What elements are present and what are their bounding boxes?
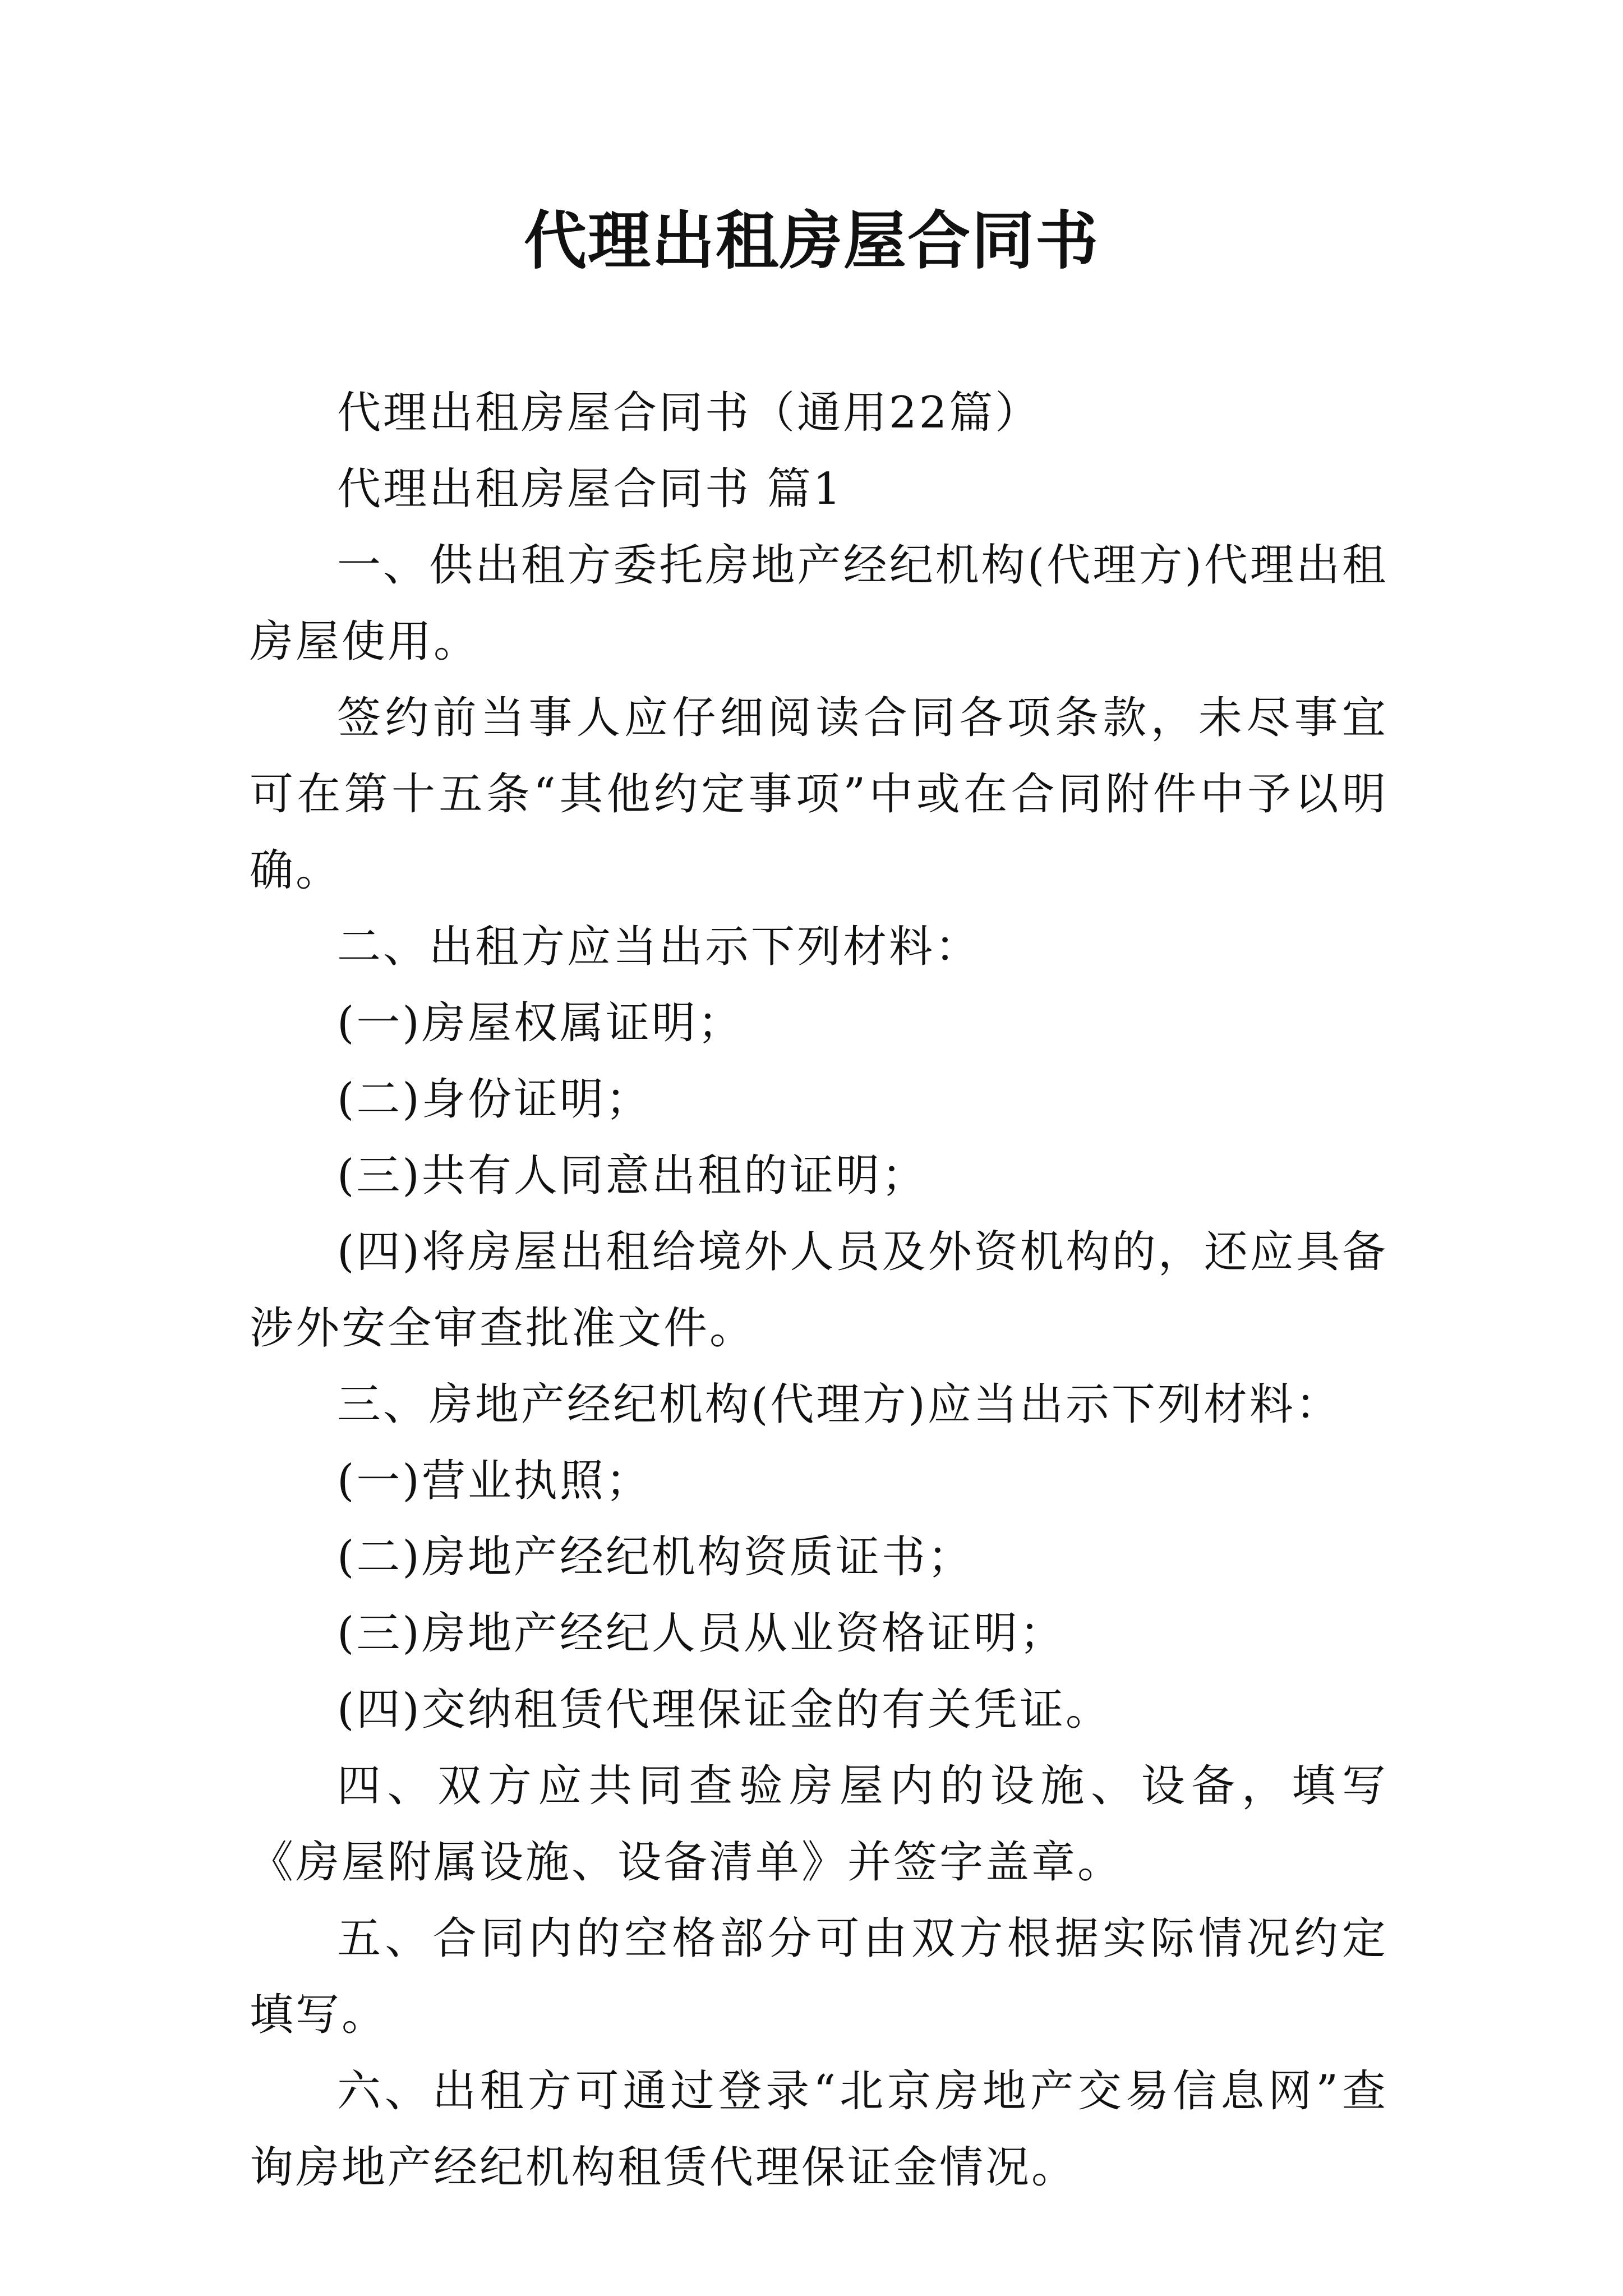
paragraph: 签约前当事人应仔细阅读合同各项条款，未尽事宜可在第十五条“其他约定事项”中或在合同附件中予以明确。 bbox=[250, 693, 1388, 896]
paragraph: 三、房地产经纪机构(代理方)应当出示下列材料： bbox=[337, 1379, 1341, 1430]
document-title: 代理出租房屋合同书 bbox=[524, 204, 1099, 278]
paragraph-subtitle: 代理出租房屋合同书（通用22篇） bbox=[337, 388, 1041, 438]
paragraph: 四、双方应共同查验房屋内的设施、设备，填写《房屋附属设施、设备清单》并签字盖章。 bbox=[250, 1761, 1388, 1888]
paragraph: 一、供出租方委托房地产经纪机构(代理方)代理出租房屋使用。 bbox=[250, 540, 1388, 667]
paragraph: 五、合同内的空格部分可由双方根据实际情况约定填写。 bbox=[250, 1913, 1388, 2040]
paragraph: (一)房屋权属证明； bbox=[337, 998, 744, 1048]
document-body bbox=[250, 375, 1388, 2206]
paragraph: (三)房地产经纪人员从业资格证明； bbox=[337, 1608, 1066, 1659]
paragraph: (四)将房屋出租给境外人员及外资机构的，还应具备涉外安全审查批准文件。 bbox=[250, 1227, 1388, 1354]
paragraph: (三)共有人同意出租的证明； bbox=[337, 1151, 928, 1201]
paragraph: (二)房地产经纪机构资质证书； bbox=[337, 1532, 974, 1582]
paragraph: (一)营业执照； bbox=[337, 1456, 652, 1506]
paragraph-chapter-heading: 代理出租房屋合同书 篇1 bbox=[337, 464, 843, 514]
paragraph: (四)交纳租赁代理保证金的有关凭证。 bbox=[337, 1685, 1112, 1735]
paragraph: 六、出租方可通过登录“北京房地产交易信息网”查询房地产经纪机构租赁代理保证金情况。 bbox=[250, 2066, 1388, 2193]
paragraph: 二、出租方应当出示下列材料： bbox=[337, 922, 981, 972]
paragraph: (二)身份证明； bbox=[337, 1074, 652, 1125]
